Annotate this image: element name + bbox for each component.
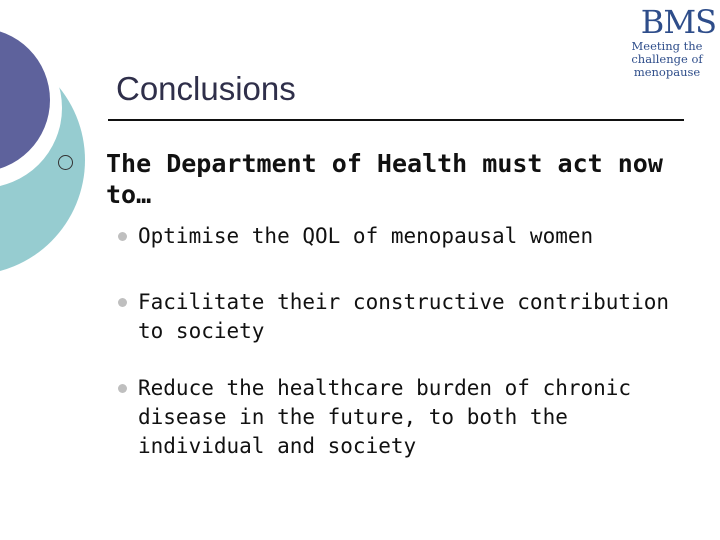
sub-point-list bbox=[118, 222, 688, 489]
sub-point-text: Reduce the healthcare burden of chronic disease in the future, to both the individual and society bbox=[138, 376, 632, 458]
list-item bbox=[118, 288, 688, 346]
hollow-circle-bullet-icon bbox=[58, 155, 73, 170]
sub-point-text: Optimise the QOL of menopausal women bbox=[138, 224, 594, 248]
bullet-dot-icon bbox=[118, 384, 127, 393]
logo-tagline: Meeting the challenge of menopause bbox=[631, 39, 703, 79]
title-divider bbox=[108, 119, 684, 121]
sub-point-text: Facilitate their constructive contribution to society bbox=[138, 290, 670, 343]
list-item bbox=[118, 222, 688, 251]
bms-logo bbox=[600, 4, 718, 90]
bullet-dot-icon bbox=[118, 232, 127, 241]
main-point: The Department of Health must act now to… bbox=[106, 149, 663, 209]
bullet-dot-icon bbox=[118, 298, 127, 307]
list-item bbox=[118, 374, 688, 461]
logo-wordmark: BMS bbox=[640, 3, 716, 41]
slide-title: Conclusions bbox=[116, 70, 296, 107]
